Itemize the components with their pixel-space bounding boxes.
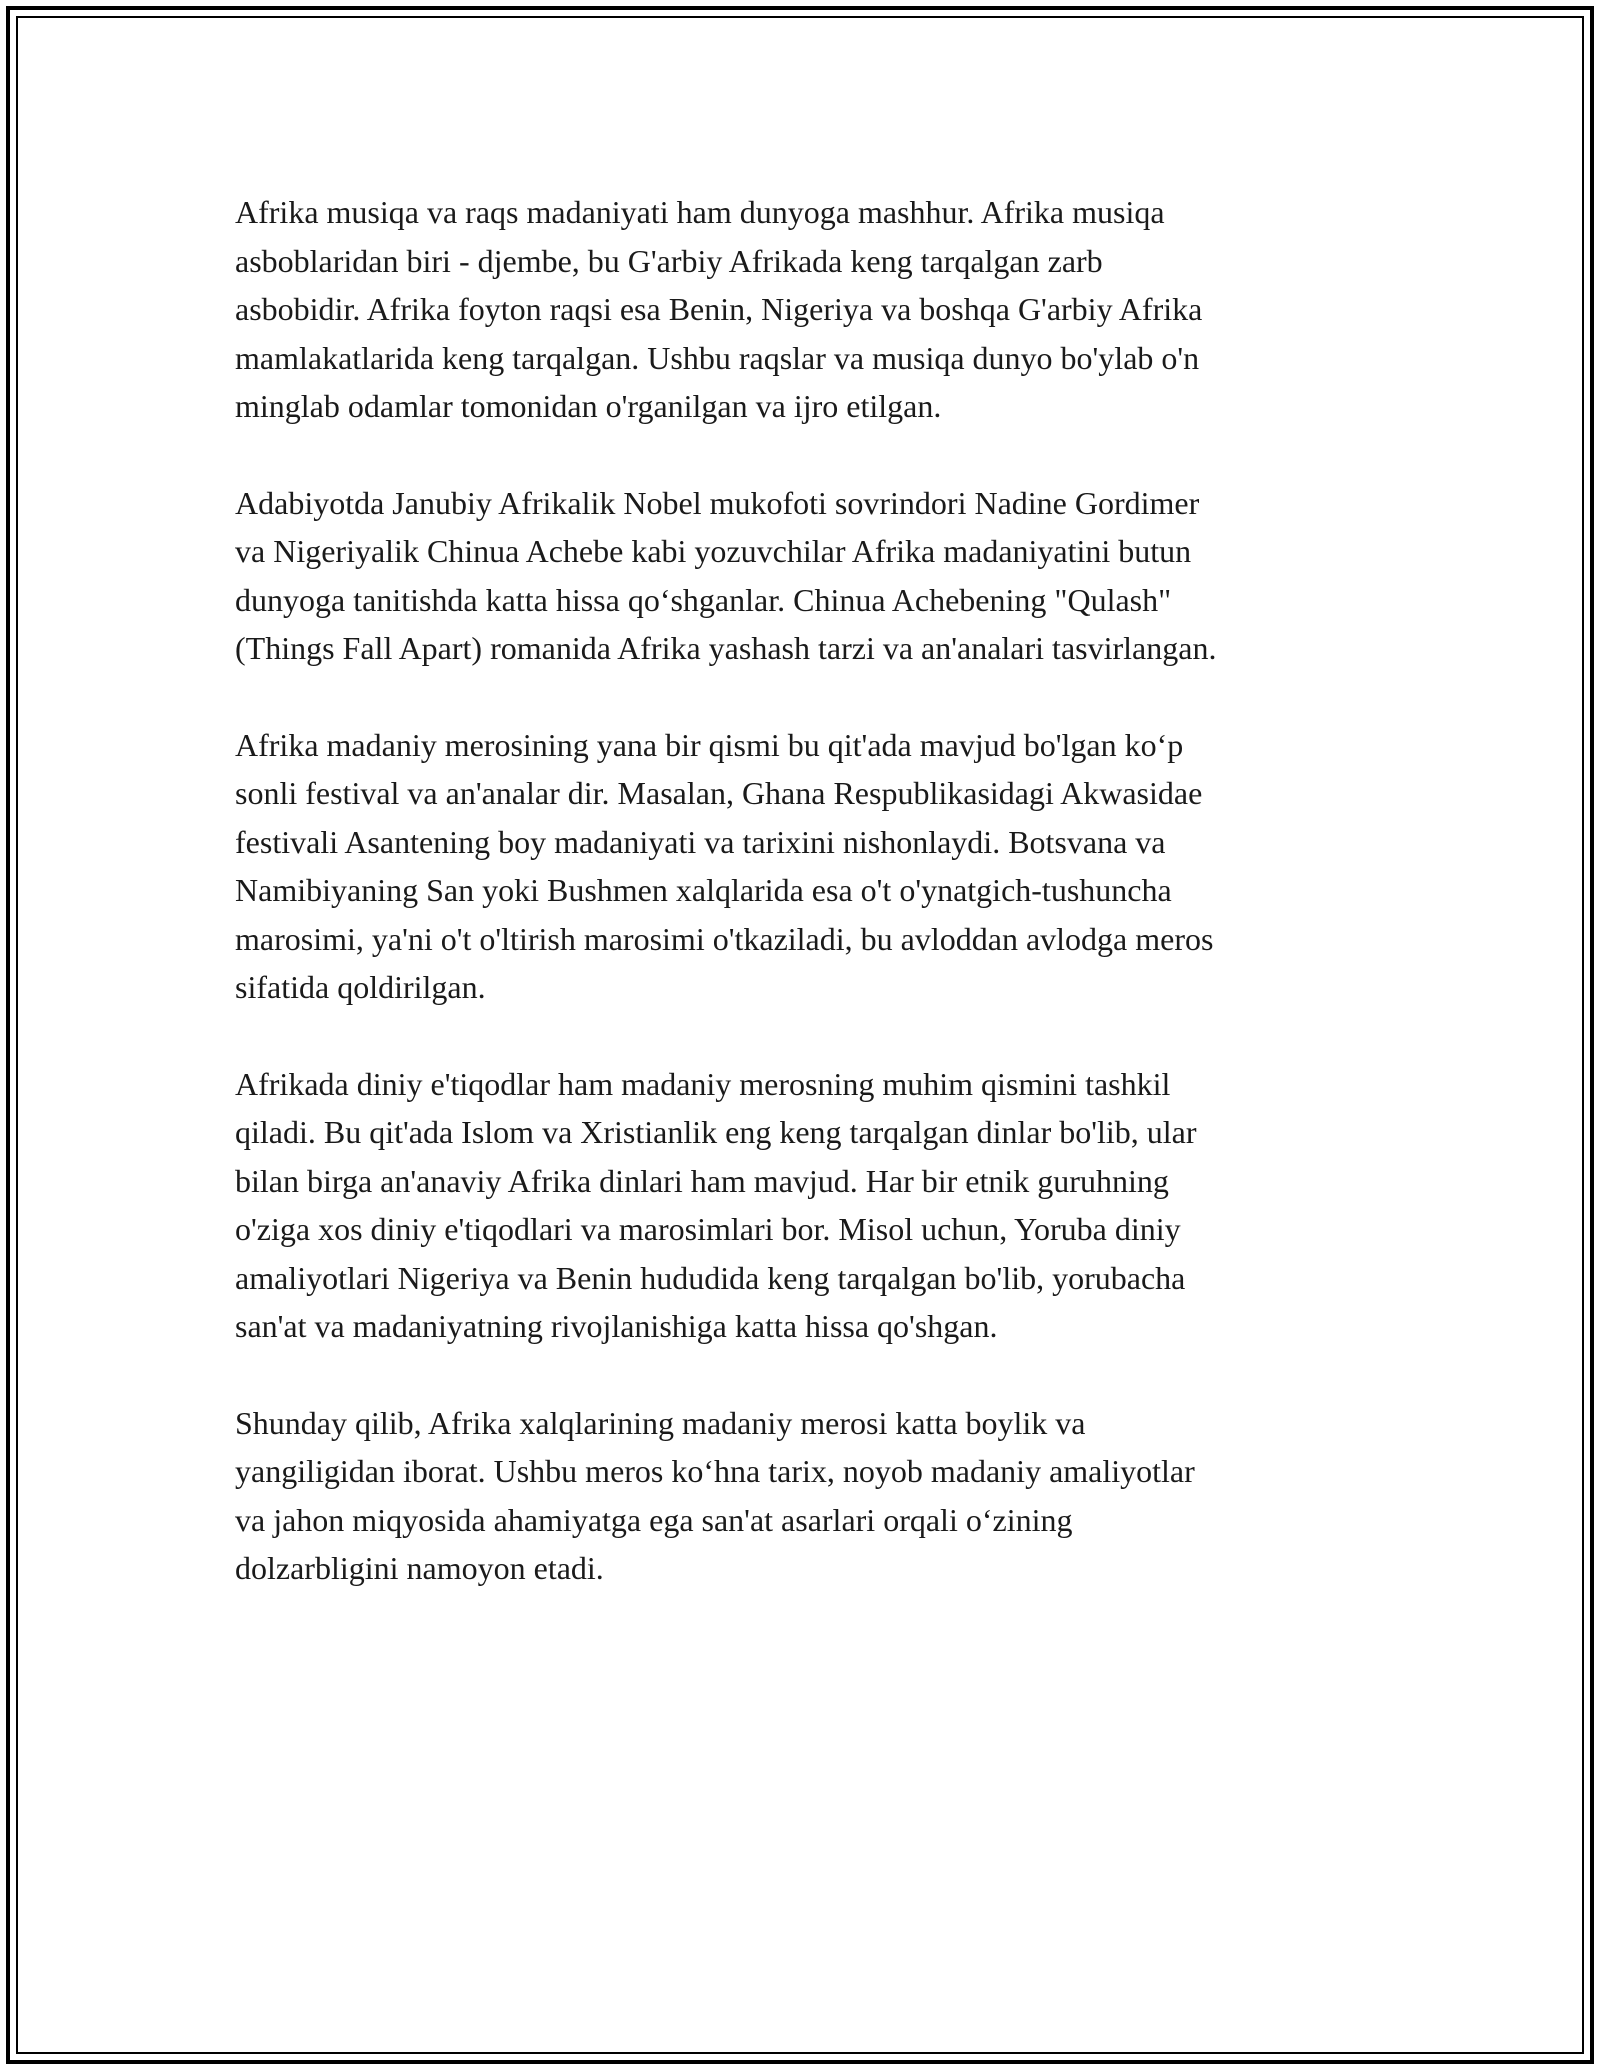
paragraph-music-dance: Afrika musiqa va raqs madaniyati ham dunyoga mashhur. Afrika musiqa asboblaridan biri - djembe, bu G'arbiy Afrikada keng tarqalgan zarb asbobidir. Afrika foyton raqsi esa Benin, Nigeriya va boshqa G'arbiy Afrika mamlakatlarida keng tarqalgan. Ushbu raqslar va musiqa dunyo bo'ylab o'n minglab odamlar tomonidan o'rganilgan va ijro etilgan. xyxy=(235,194,1203,424)
paragraph-literature: Adabiyotda Janubiy Afrikalik Nobel mukofoti sovrindori Nadine Gordimer va Nigeriyalik Chinua Achebe kabi yozuvchilar Afrika madaniyatini butun dunyoga tanitishda katta hissa qo‘shganlar. Chinua Achebening "Qulash" (Things Fall Apart) romanida Afrika yashash tarzi va an'analari tasvirlangan. xyxy=(235,484,1217,666)
document-body xyxy=(235,188,1385,1641)
paragraph-festivals: Afrika madaniy merosining yana bir qismi bu qit'ada mavjud bo'lgan ko‘p sonli festival va an'analar dir. Masalan, Ghana Respublikasidagi Akwasidae festivali Asantening boy madaniyati va tarixini nishonlaydi. Botsvana va Namibiyaning San yoki Bushmen xalqlarida esa o't o'ynatgich-tushuncha marosimi, ya'ni o't o'ltirish marosimi o'tkaziladi, bu avloddan avlodga meros sifatida qoldirilgan. xyxy=(235,726,1214,1005)
paragraph-religion: Afrikada diniy e'tiqodlar ham madaniy merosning muhim qismini tashkil qiladi. Bu qit'ada Islom va Xristianlik eng keng tarqalgan dinlar bo'lib, ular bilan birga an'anaviy Afrika dinlari ham mavjud. Har bir etnik guruhning o'ziga xos diniy e'tiqodlari va marosimlari bor. Misol uchun, Yoruba diniy amaliyotlari Nigeriya va Benin hududida keng tarqalgan bo'lib, yorubacha san'at va madaniyatning rivojlanishiga katta hissa qo'shgan. xyxy=(235,1065,1197,1344)
paragraph-conclusion: Shunday qilib, Afrika xalqlarining madaniy merosi katta boylik va yangiligidan iborat. Ushbu meros ko‘hna tarix, noyob madaniy amaliyotlar va jahon miqyosida ahamiyatga ega san'at asarlari orqali o‘zining dolzarbligini namoyon etadi. xyxy=(235,1404,1195,1586)
